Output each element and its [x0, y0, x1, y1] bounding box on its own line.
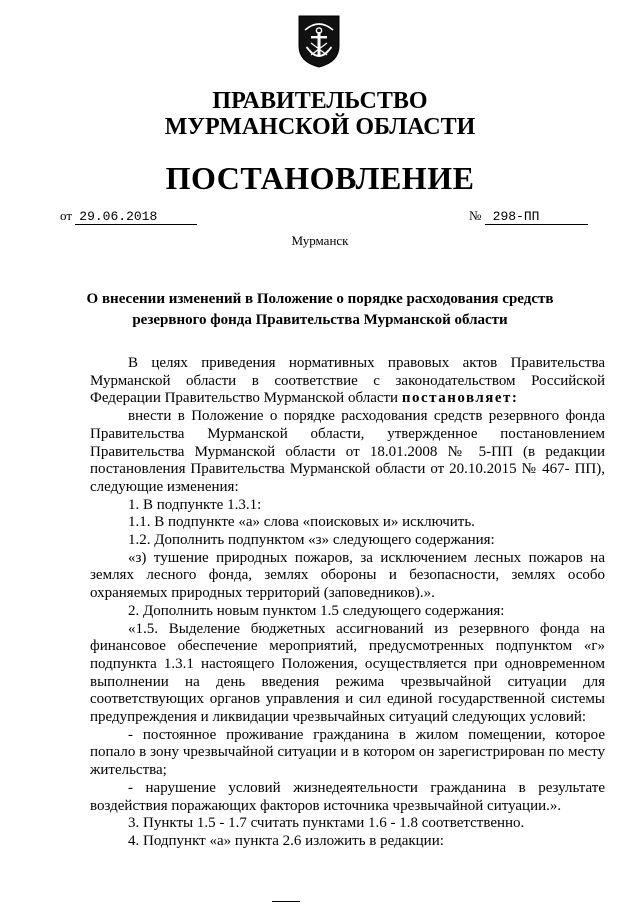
coat-of-arms-emblem [297, 10, 341, 68]
footer-divider [272, 901, 300, 902]
paragraph-9: - постоянное проживание гражданина в жилом помещении, которое попало в зону чрезвычайной ситуации и в котором он зарегистрирован по месту жительства; [90, 726, 605, 779]
paragraph-3: 1. В подпункте 1.3.1: [128, 496, 262, 513]
org-name-line2: МУРМАНСКОЙ ОБЛАСТИ [164, 114, 476, 140]
subject-line2: резервного фонда Правительства Мурманской области [132, 312, 508, 328]
number-value: 298-ПП [485, 209, 588, 225]
document-body [90, 355, 605, 851]
paragraph-8: «1.5. Выделение бюджетных ассигнований из резервного фонда на финансовое обеспечение мероприятий, предусмотренных подпунктом «г» подпункта 1.3.1 настоящего Положения, осуществляется при одновременном выполнении на день введения режима чрезвычайной ситуации для соответствующих органов управления и сил единой государственной системы предупреждения и ликвидации чрезвычайных ситуаций следующих условий: [90, 620, 605, 726]
date-row [60, 208, 197, 225]
paragraph-4: 1.1. В подпункте «а» слова «поисковых и» исключить. [128, 514, 475, 531]
paragraph-7: 2. Дополнить новым пунктом 1.5 следующего содержания: [128, 602, 505, 619]
paragraph-12: 4. Подпункт «а» пункта 2.6 изложить в редакции: [128, 832, 444, 849]
org-name-line1: ПРАВИТЕЛЬСТВО [212, 88, 428, 114]
city-name: Мурманск [291, 233, 349, 248]
paragraph-10: - нарушение условий жизнедеятельности гражданина в результате воздействия поражающих факторов источника чрезвычайной ситуации.». [90, 779, 605, 814]
number-prefix: № [469, 208, 482, 223]
document-type-title: ПОСТАНОВЛЕНИЕ [165, 160, 475, 196]
preamble-text: В целях приведения нормативных правовых актов Правительства Мурманской области в соответствие с законодательством Российской Федерации Правительство Мурманской области [90, 355, 605, 407]
date-prefix: от [60, 208, 73, 223]
paragraph-5: 1.2. Дополнить подпунктом «з» следующего содержания: [128, 532, 495, 549]
date-value: 29.06.2018 [75, 209, 197, 225]
subject-line1: О внесении изменений в Положение о порядке расходования средств [86, 291, 554, 307]
document-subject [80, 289, 560, 331]
number-row [469, 208, 588, 225]
paragraph-preamble [90, 355, 605, 408]
paragraph-6: «з) тушение природных пожаров, за исключением лесных пожаров на землях лесного фонда, землях обороны и безопасности, землях особо охраняемых природных территорий (заповедников).». [90, 549, 605, 602]
paragraph-2: внести в Положение о порядке расходования средств резервного фонда Правительства Мурманской области, утвержденное постановлением Правительства Мурманской области от 18.01.2008 № 5-ПП (в редакции постановления Правительства Мурманской области от 20.10.2015 № 467- ПП), следующие изменения: [90, 408, 605, 495]
paragraph-11: 3. Пункты 1.5 - 1.7 считать пунктами 1.6 - 1.8 соответственно. [128, 815, 525, 832]
preamble-emphasis: постановляет: [401, 390, 519, 407]
